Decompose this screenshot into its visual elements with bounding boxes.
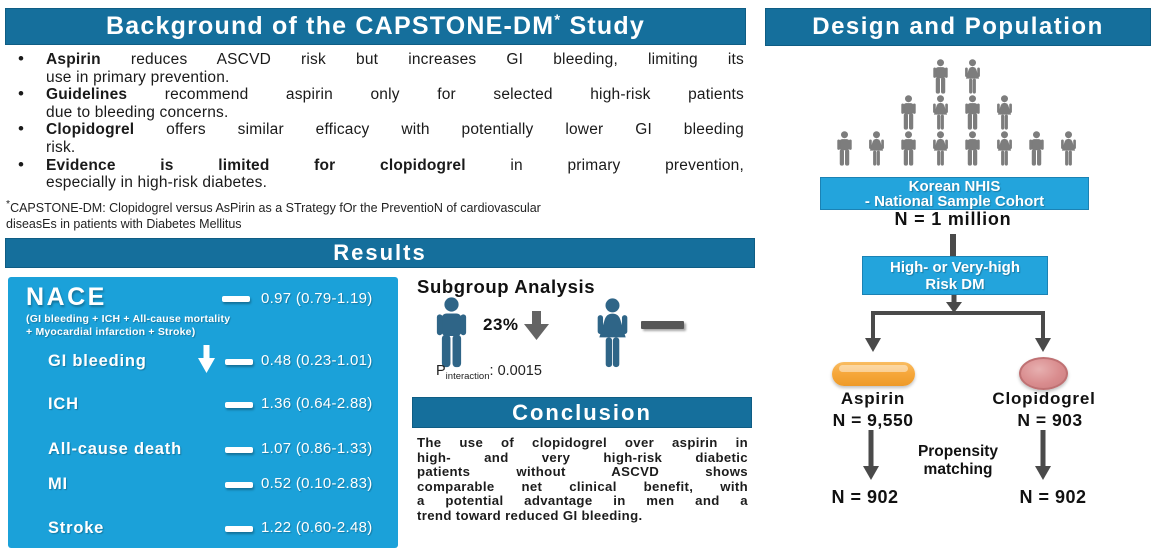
subgroup-title: Subgroup Analysis [417,276,596,297]
clopidogrel-n: N = 903 [1017,410,1083,430]
result-row-ich [8,393,398,421]
bullet-dot: • [18,119,24,139]
down-arrow-icon [524,311,549,340]
male-icon [428,297,475,368]
decrease-arrow-icon [198,345,215,373]
no-change-dash-icon [641,321,684,329]
risk-dm-box: High- or Very-high Risk DM [862,256,1048,295]
p-interaction: $P_{interaction}$: 0.0015 [436,363,542,382]
bullet-guidelines: • Guidelines recommend aspirin only for selected high-risk patients due to bleeding concerns. [18,84,744,121]
result-value: 0.52 (0.10-2.83) [261,475,373,492]
bullet-aspirin: • Aspirin reduces ASCVD risk but increases GI bleeding, limiting its use in primary prevention. [18,49,744,86]
background-bullet-list [5,51,744,192]
result-value: 0.97 (0.79-1.19) [261,290,373,307]
aspirin-n: N = 9,550 [832,410,914,430]
aspirin-label: Aspirin [840,389,906,408]
bullet-clopidogrel: • Clopidogrel offers similar efficacy with potentially lower GI bleeding risk. [18,119,744,156]
bullet-dot: • [18,49,24,68]
aspirin-matched-n: N = 902 [831,487,899,507]
result-value: 1.07 (0.86-1.33) [261,440,373,457]
population-n: N = 1 million [894,209,1012,229]
background-header [5,8,746,45]
dash-icon [225,359,253,365]
result-value: 0.48 (0.23-1.01) [261,352,373,369]
conclusion-header [412,397,752,428]
capstone-footnote: *CAPSTONE-DM: Clopidogrel versus AsPirin as a STrategy fOr the PreventioN of cardiovascular diseasEs in patients with Diabetes Mellitus [6,199,541,231]
result-label: Stroke [48,519,105,537]
cohort-box: Korean NHIS - National Sample Cohort [820,177,1089,210]
female-icon [588,298,637,368]
propensity-matching-label: Propensity matching [917,443,999,478]
result-label: GI bleeding [48,352,147,370]
dash-icon [225,482,253,488]
conclusion-text: The use of clopidogrel over aspirin in high- and very high-risk diabetic patients without ASCVD shows comparable net clinical benefit, with a potential advantage in men and a trend toward reduced GI bleeding. [417,435,748,523]
result-row-all-cause-death [8,438,398,466]
dash-icon [225,526,253,532]
clopidogrel-tablet-icon [1019,357,1068,390]
result-row-mi [8,473,398,501]
design-title: Design and Population [812,13,1104,40]
background-title: Background of the CAPSTONE-DM* Study [106,11,645,40]
dash-icon [225,402,253,408]
result-label: NACE [26,283,107,311]
bullet-evidence: • Evidence is limited for clopidogrel in primary prevention, especially in high-risk diabetes. [18,154,745,192]
dash-icon [225,447,253,453]
bullet-dot: • [18,154,24,174]
results-header [5,238,755,268]
aspirin-capsule-icon [832,362,915,386]
result-row-stroke [8,517,398,545]
dash-icon [222,296,250,302]
conclusion-title: Conclusion [512,399,652,425]
result-row-gi-bleeding [8,350,398,378]
results-panel [8,277,398,548]
bullet-dot: • [18,84,24,104]
clopidogrel-label: Clopidogrel [992,389,1096,408]
result-label: All-cause death [48,440,182,458]
nace-definition: (GI bleeding + ICH + All-cause mortality + Myocardial infarction + Stroke) [26,313,231,338]
results-title: Results [333,240,427,265]
result-value: 1.22 (0.60-2.48) [261,519,373,536]
clopidogrel-matched-n: N = 902 [1019,487,1087,507]
male-reduction-value: 23% [483,315,519,334]
result-label: MI [48,475,68,493]
result-label: ICH [48,395,79,413]
result-value: 1.36 (0.64-2.88) [261,395,373,412]
